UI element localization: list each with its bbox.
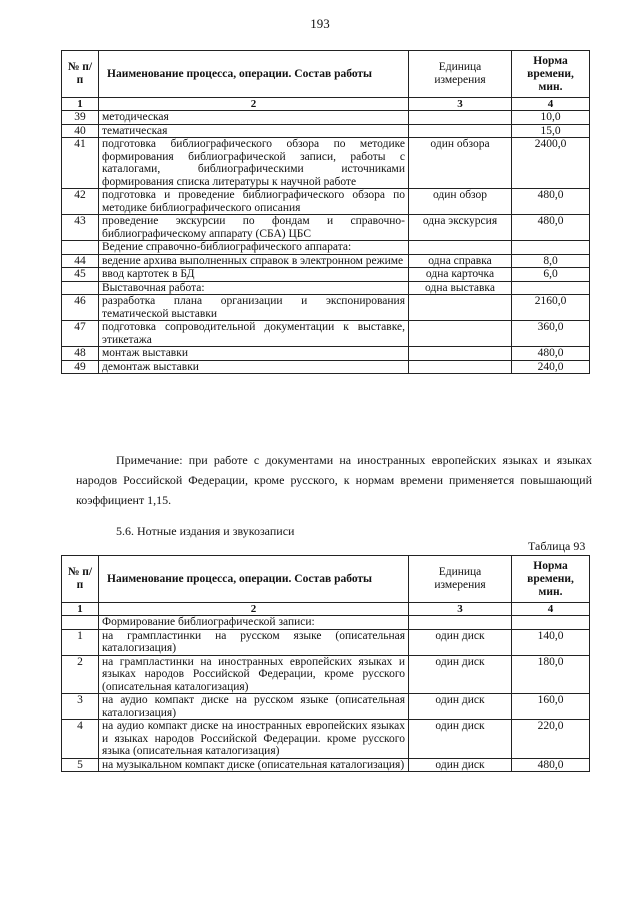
- row-unit: одна справка: [409, 254, 512, 268]
- row-description: на аудио компакт диске на иностранных европейских языках и языках народов Российской Федерации. кроме русского языка (описательная каталогизация): [99, 720, 409, 759]
- col-number: 2: [99, 603, 409, 616]
- row-description: разработка плана организации и экспонирования тематической выставки: [99, 295, 409, 321]
- table-row: [62, 655, 590, 694]
- row-number: 1: [62, 629, 99, 655]
- row-unit: [409, 241, 512, 255]
- col-number: 4: [512, 603, 590, 616]
- header-norm: Норма времени, мин.: [512, 51, 590, 98]
- row-number: 3: [62, 694, 99, 720]
- row-norm: 15,0: [512, 124, 590, 138]
- row-description: демонтаж выставки: [99, 360, 409, 374]
- table-row: [62, 360, 590, 374]
- row-number: 42: [62, 189, 99, 215]
- row-number: [62, 241, 99, 255]
- row-norm: 360,0: [512, 321, 590, 347]
- col-number: 3: [409, 98, 512, 111]
- table-row: [62, 347, 590, 361]
- col-number: 1: [62, 603, 99, 616]
- row-unit: [409, 124, 512, 138]
- header-unit: Единица измерения: [409, 556, 512, 603]
- header-unit: Единица измерения: [409, 51, 512, 98]
- row-norm: 2160,0: [512, 295, 590, 321]
- row-number: 48: [62, 347, 99, 361]
- row-unit: [409, 360, 512, 374]
- table-row: [62, 321, 590, 347]
- row-norm: 220,0: [512, 720, 590, 759]
- table-row: [62, 616, 590, 630]
- row-norm: 6,0: [512, 268, 590, 282]
- row-description: ведение архива выполненных справок в электронном режиме: [99, 254, 409, 268]
- table-row: [62, 241, 590, 255]
- row-number: 40: [62, 124, 99, 138]
- row-number: 45: [62, 268, 99, 282]
- row-norm: 160,0: [512, 694, 590, 720]
- col-number: 4: [512, 98, 590, 111]
- row-norm: [512, 281, 590, 295]
- table-caption: Таблица 93: [528, 539, 586, 553]
- header-name: Наименование процесса, операции. Состав работы: [99, 556, 409, 603]
- row-norm: 140,0: [512, 629, 590, 655]
- row-norm: 480,0: [512, 758, 590, 772]
- table-body: [62, 616, 590, 772]
- row-number: 41: [62, 138, 99, 189]
- row-norm: 10,0: [512, 111, 590, 125]
- note-text: Примечание: при работе с документами на иностранных европейских языках и языках народов Российской Федерации, кроме русского, к нормам времени применяется повышающий коэффициент 1,15.: [76, 453, 592, 507]
- table-row: [62, 694, 590, 720]
- row-norm: 480,0: [512, 347, 590, 361]
- row-unit: один диск: [409, 720, 512, 759]
- section-title: 5.6. Нотные издания и звукозаписи: [116, 524, 295, 538]
- header-norm: Норма времени, мин.: [512, 556, 590, 603]
- row-number: [62, 281, 99, 295]
- table-row: [62, 295, 590, 321]
- row-description: на музыкальном компакт диске (описательная каталогизация): [99, 758, 409, 772]
- page-number: 193: [310, 16, 330, 31]
- table-row: [62, 629, 590, 655]
- row-norm: 8,0: [512, 254, 590, 268]
- row-unit: одна выставка: [409, 281, 512, 295]
- row-number: 44: [62, 254, 99, 268]
- row-unit: один диск: [409, 694, 512, 720]
- row-unit: один диск: [409, 629, 512, 655]
- row-unit: один диск: [409, 758, 512, 772]
- row-description: тематическая: [99, 124, 409, 138]
- row-description: подготовка сопроводительной документации к выставке, этикетажа: [99, 321, 409, 347]
- table-row: [62, 254, 590, 268]
- row-description: Выставочная работа:: [99, 281, 409, 295]
- row-unit: [409, 111, 512, 125]
- row-description: Формирование библиографической записи:: [99, 616, 409, 630]
- row-norm: 180,0: [512, 655, 590, 694]
- row-unit: одна карточка: [409, 268, 512, 282]
- row-description: подготовка и проведение библиографического обзора по методике библиографического описания: [99, 189, 409, 215]
- col-number: 2: [99, 98, 409, 111]
- table-row: [62, 281, 590, 295]
- table-row: [62, 138, 590, 189]
- row-norm: 480,0: [512, 215, 590, 241]
- col-number: 3: [409, 603, 512, 616]
- table-row: [62, 758, 590, 772]
- norms-table-1: [61, 50, 590, 374]
- row-description: на аудио компакт диске на русском языке (описательная каталогизация): [99, 694, 409, 720]
- header-num: № п/п: [62, 51, 99, 98]
- row-description: ввод картотек в БД: [99, 268, 409, 282]
- norms-table-2: [61, 555, 590, 772]
- row-description: на грампластинки на иностранных европейских языках и языках народов Российской Федерации, кроме русского (описательная каталогизация): [99, 655, 409, 694]
- row-description: методическая: [99, 111, 409, 125]
- row-number: 47: [62, 321, 99, 347]
- column-number-row: [62, 603, 590, 616]
- table-header-row: [62, 556, 590, 603]
- row-unit: одна экскурсия: [409, 215, 512, 241]
- table-row: [62, 189, 590, 215]
- row-description: Ведение справочно-библиографического аппарата:: [99, 241, 409, 255]
- table-header-row: [62, 51, 590, 98]
- row-norm: 2400,0: [512, 138, 590, 189]
- row-unit: [409, 295, 512, 321]
- table-row: [62, 124, 590, 138]
- row-number: 2: [62, 655, 99, 694]
- row-unit: [409, 347, 512, 361]
- row-norm: 240,0: [512, 360, 590, 374]
- row-norm: 480,0: [512, 189, 590, 215]
- row-number: 5: [62, 758, 99, 772]
- table-row: [62, 111, 590, 125]
- row-norm: [512, 241, 590, 255]
- table-body: [62, 111, 590, 374]
- row-number: 39: [62, 111, 99, 125]
- row-description: проведение экскурсии по фондам и справочно-библиографическому аппарату (СБА) ЦБС: [99, 215, 409, 241]
- row-number: 46: [62, 295, 99, 321]
- table-row: [62, 720, 590, 759]
- row-unit: один обзор: [409, 189, 512, 215]
- row-description: на грампластинки на русском языке (описательная каталогизация): [99, 629, 409, 655]
- row-unit: один диск: [409, 655, 512, 694]
- table-row: [62, 268, 590, 282]
- row-description: подготовка библиографического обзора по методике формирования библиографической записи, работы с каталогами, библиографическими источниками формирования списка литературы к научной работе: [99, 138, 409, 189]
- row-number: [62, 616, 99, 630]
- row-description: монтаж выставки: [99, 347, 409, 361]
- row-unit: один обзора: [409, 138, 512, 189]
- header-num: № п/п: [62, 556, 99, 603]
- table-row: [62, 215, 590, 241]
- row-unit: [409, 321, 512, 347]
- row-norm: [512, 616, 590, 630]
- row-number: 43: [62, 215, 99, 241]
- row-number: 49: [62, 360, 99, 374]
- column-number-row: [62, 98, 590, 111]
- header-name: Наименование процесса, операции. Состав работы: [99, 51, 409, 98]
- row-unit: [409, 616, 512, 630]
- col-number: 1: [62, 98, 99, 111]
- row-number: 4: [62, 720, 99, 759]
